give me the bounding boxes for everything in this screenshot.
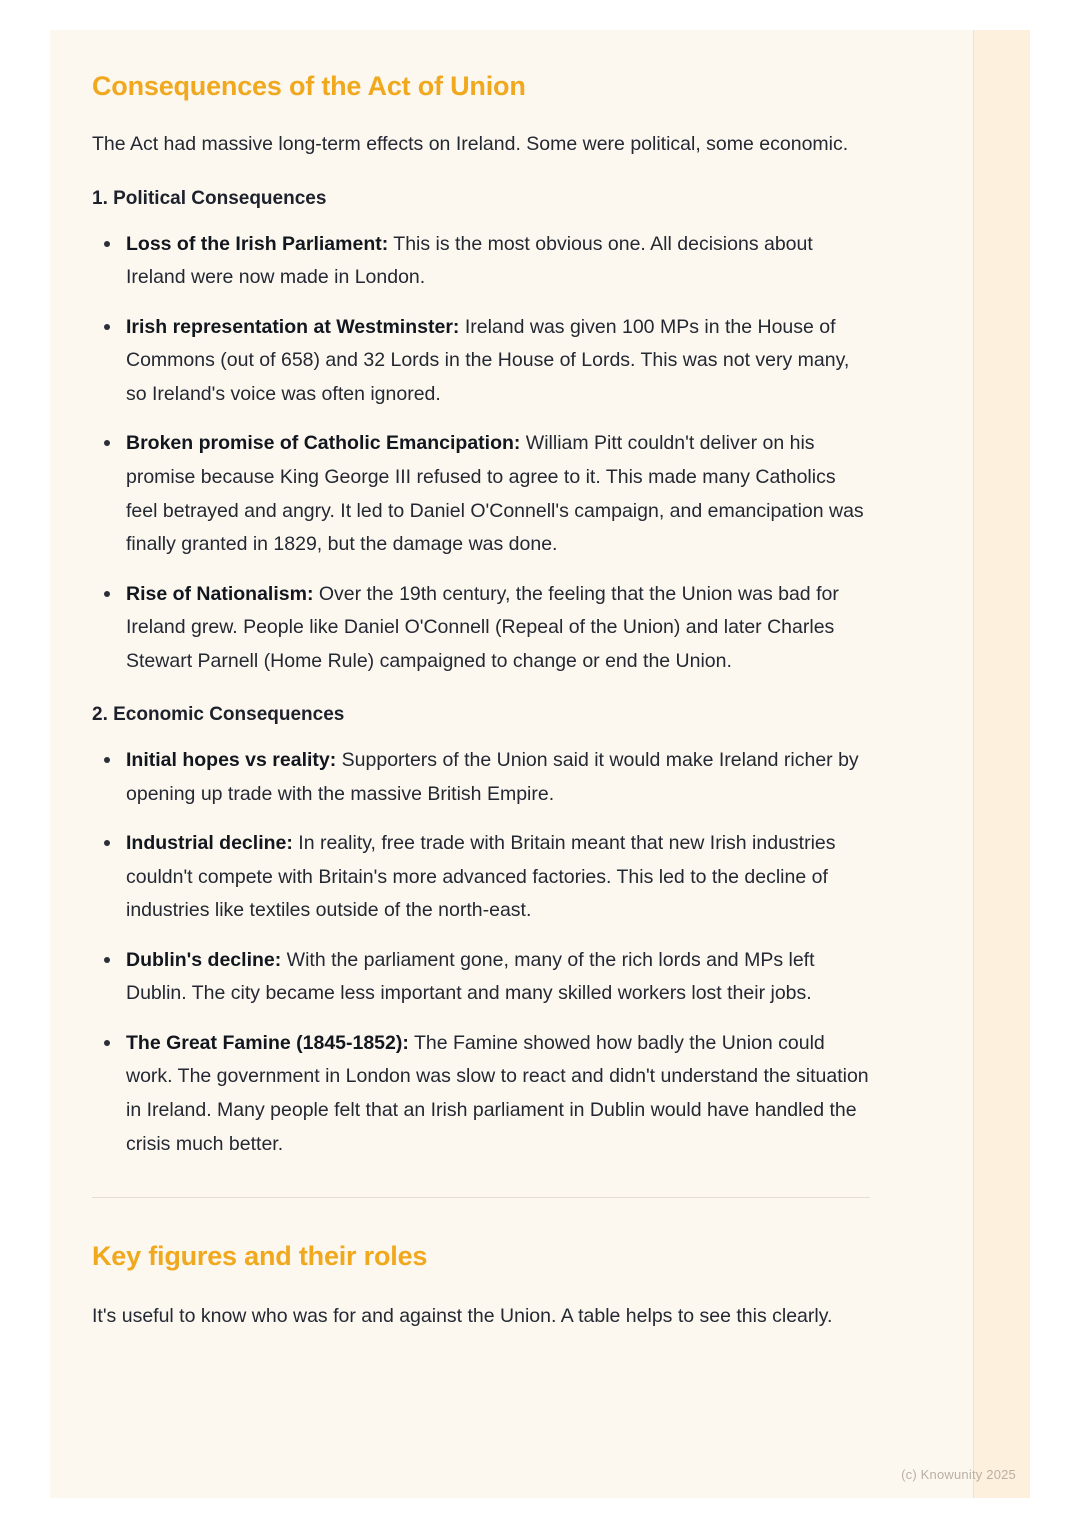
- list-item: [92, 1027, 870, 1161]
- list-item: [92, 744, 870, 811]
- page-content: [50, 30, 930, 1334]
- list-item-lead: Loss of the Irish Parliament:: [126, 232, 389, 255]
- list-item-lead: Industrial decline:: [126, 832, 293, 855]
- list-item-text: With the parliament gone, many of the rich lords and MPs left Dublin. The city became less important and many skilled workers lost their jobs.: [126, 948, 815, 1005]
- list-item: [92, 427, 870, 561]
- list-item-text: This is the most obvious one. All decisions about Ireland were now made in London.: [126, 232, 813, 289]
- footer-credit: (c) Knowunity 2025: [901, 1467, 1016, 1482]
- list-item: [92, 827, 870, 928]
- list-item-lead: The Great Famine (1845-1852):: [126, 1031, 409, 1054]
- section-intro-paragraph: The Act had massive long-term effects on Ireland. Some were political, some economic.: [92, 132, 849, 155]
- list-item-text: The Famine showed how badly the Union could work. The government in London was slow to react and didn't understand the situation in Ireland. Many people felt that an Irish parliament in Dublin would have handled the crisis much better.: [126, 1031, 869, 1155]
- subsection-heading-political: 1. Political Consequences: [92, 187, 327, 209]
- list-item-lead: Broken promise of Catholic Emancipation:: [126, 432, 521, 455]
- list-item: [92, 228, 870, 295]
- page-sheet: [50, 30, 1030, 1498]
- page-title: Consequences of the Act of Union: [92, 71, 526, 101]
- section-divider: [92, 1197, 870, 1198]
- subsection-heading-economic: 2. Economic Consequences: [92, 704, 345, 726]
- list-item: [92, 578, 870, 679]
- list-item-lead: Irish representation at Westminster:: [126, 315, 460, 338]
- list-item-text: Supporters of the Union said it would make Ireland richer by opening up trade with the massive British Empire.: [126, 749, 859, 805]
- list-item: [92, 311, 870, 412]
- political-consequences-list: [92, 228, 870, 678]
- list-item-text: Over the 19th century, the feeling that the Union was bad for Ireland grew. People like Daniel O'Connell (Repeal of the Union) and later Charles Stewart Parnell (Home Rule) campaigned to change or end the Union.: [126, 582, 839, 672]
- economic-consequences-list: [92, 744, 870, 1161]
- list-item-text: William Pitt couldn't deliver on his promise because King George III refused to agree to it. This made many Catholics feel betrayed and angry. It led to Daniel O'Connell's campaign, and emancipation was finally granted in 1829, but the damage was done.: [126, 432, 864, 556]
- list-item-lead: Initial hopes vs reality:: [126, 749, 337, 772]
- list-item: [92, 944, 870, 1011]
- list-item-text: In reality, free trade with Britain meant that new Irish industries couldn't compete with Britain's more advanced factories. This led to the decline of industries like textiles outside of the north-east.: [126, 832, 836, 922]
- list-item-lead: Dublin's decline:: [126, 948, 282, 971]
- key-figures-intro-paragraph: It's useful to know who was for and against the Union. A table helps to see this clearly.: [92, 1304, 833, 1327]
- page-side-strip: [973, 30, 1030, 1498]
- list-item-lead: Rise of Nationalism:: [126, 582, 314, 605]
- section-title-key-figures: Key figures and their roles: [92, 1241, 428, 1272]
- list-item-text: Ireland was given 100 MPs in the House of Commons (out of 658) and 32 Lords in the House of Lords. This was not very many, so Ireland's voice was often ignored.: [126, 315, 850, 405]
